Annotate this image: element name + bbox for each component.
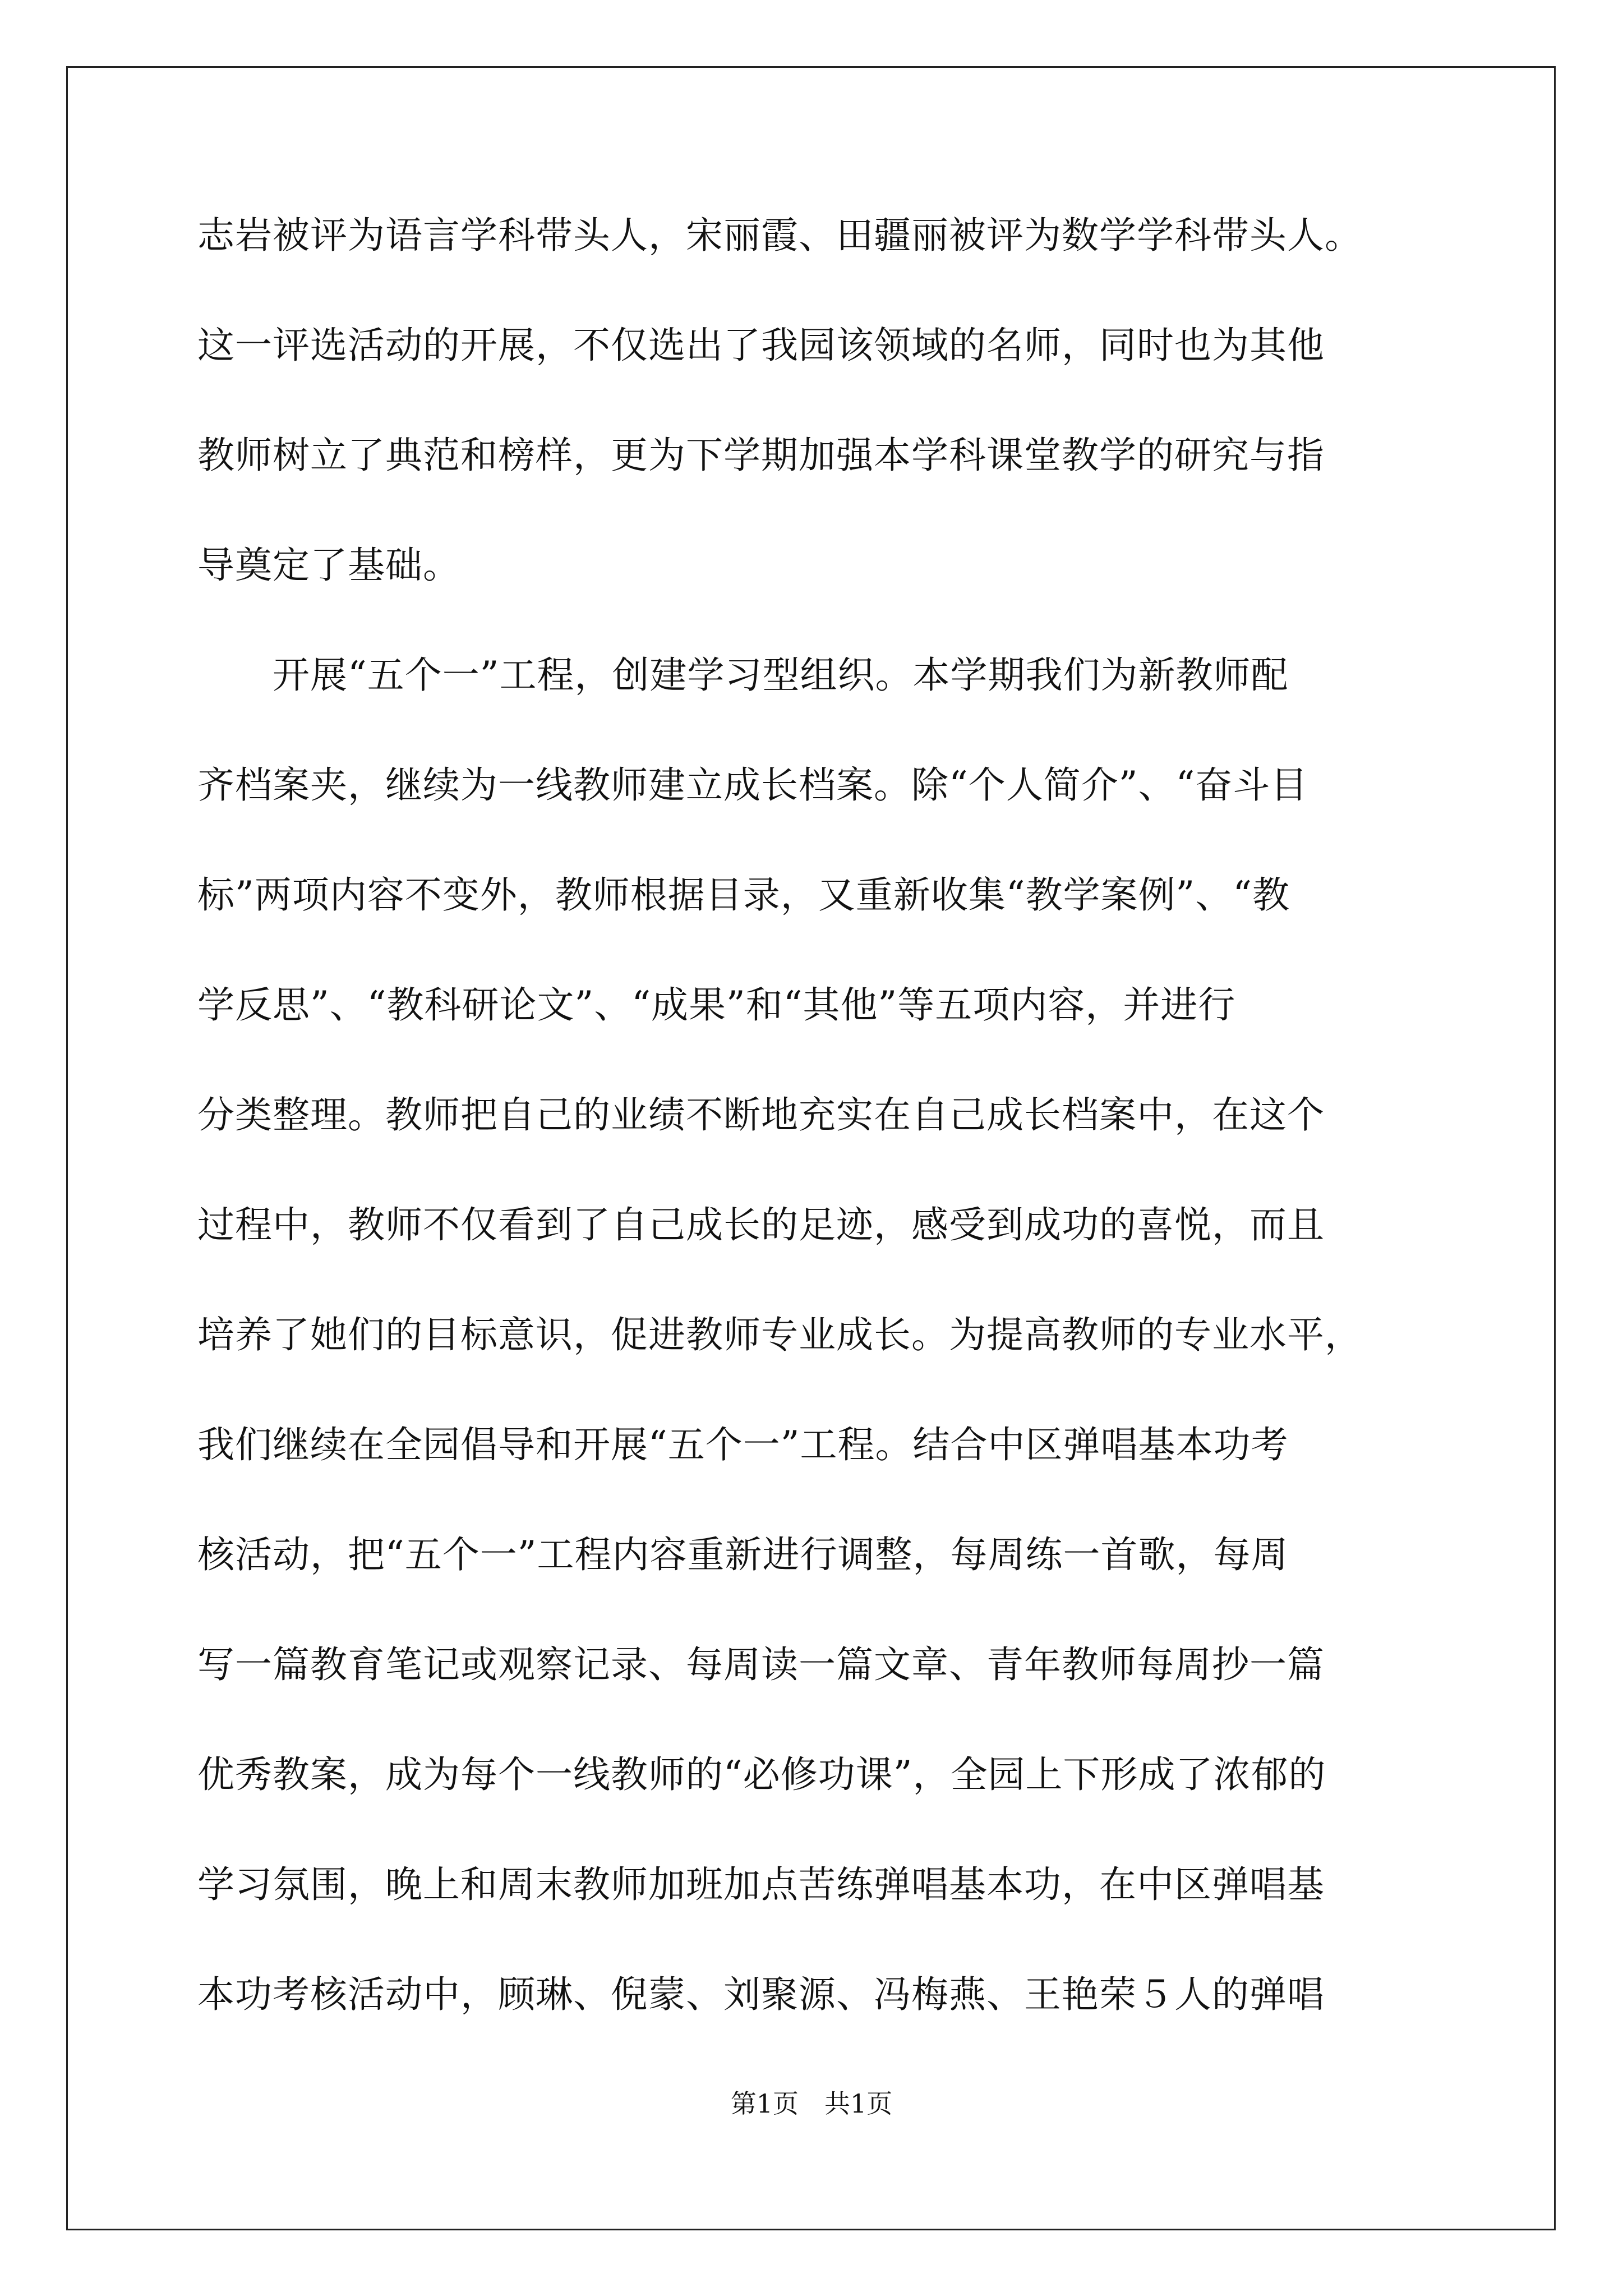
text-line: 优秀教案，成为每个一线教师的“必修功课”，全园上下形成了浓郁的 — [197, 1753, 1326, 1796]
text-line: 志岩被评为语言学科带头人，宋丽霞、田疆丽被评为数学学科带头人。 — [197, 214, 1362, 257]
page-number-footer: 第1页 共1页 — [730, 2088, 893, 2119]
text-line: 分类整理。教师把自己的业绩不断地充实在自己成长档案中，在这个 — [197, 1093, 1325, 1137]
text-line: 学习氛围，晚上和周末教师加班加点苦练弹唱基本功，在中区弹唱基 — [197, 1863, 1325, 1906]
text-line: 培养了她们的目标意识，促进教师专业成长。为提高教师的专业水平， — [197, 1313, 1362, 1356]
text-line: 核活动，把“五个一”工程内容重新进行调整，每周练一首歌，每周 — [197, 1533, 1289, 1576]
text-line: 过程中，教师不仅看到了自己成长的足迹，感受到成功的喜悦，而且 — [197, 1203, 1325, 1246]
text-line: 学反思”、“教科研论文”、“成果”和“其他”等五项内容，并进行 — [197, 983, 1236, 1027]
text-line: 教师树立了典范和榜样，更为下学期加强本学科课堂教学的研究与指 — [197, 434, 1325, 477]
text-line: 开展“五个一”工程，创建学习型组织。本学期我们为新教师配 — [197, 654, 1289, 697]
text-line: 本功考核活动中，顾琳、倪蒙、刘聚源、冯梅燕、王艳荣５人的弹唱 — [197, 1973, 1325, 2016]
text-line: 我们继续在全园倡导和开展“五个一”工程。结合中区弹唱基本功考 — [197, 1423, 1289, 1466]
text-line: 导奠定了基础。 — [197, 544, 460, 587]
text-line: 这一评选活动的开展，不仅选出了我园该领域的名师，同时也为其他 — [197, 324, 1325, 367]
text-line: 写一篇教育笔记或观察记录、每周读一篇文章、青年教师每周抄一篇 — [197, 1643, 1325, 1686]
text-line: 齐档案夹，继续为一线教师建立成长档案。除“个人简介”、“奋斗目 — [197, 763, 1308, 807]
document-body — [197, 208, 1442, 2077]
text-line: 标”两项内容不变外，教师根据目录，又重新收集“教学案例”、“教 — [197, 873, 1290, 917]
